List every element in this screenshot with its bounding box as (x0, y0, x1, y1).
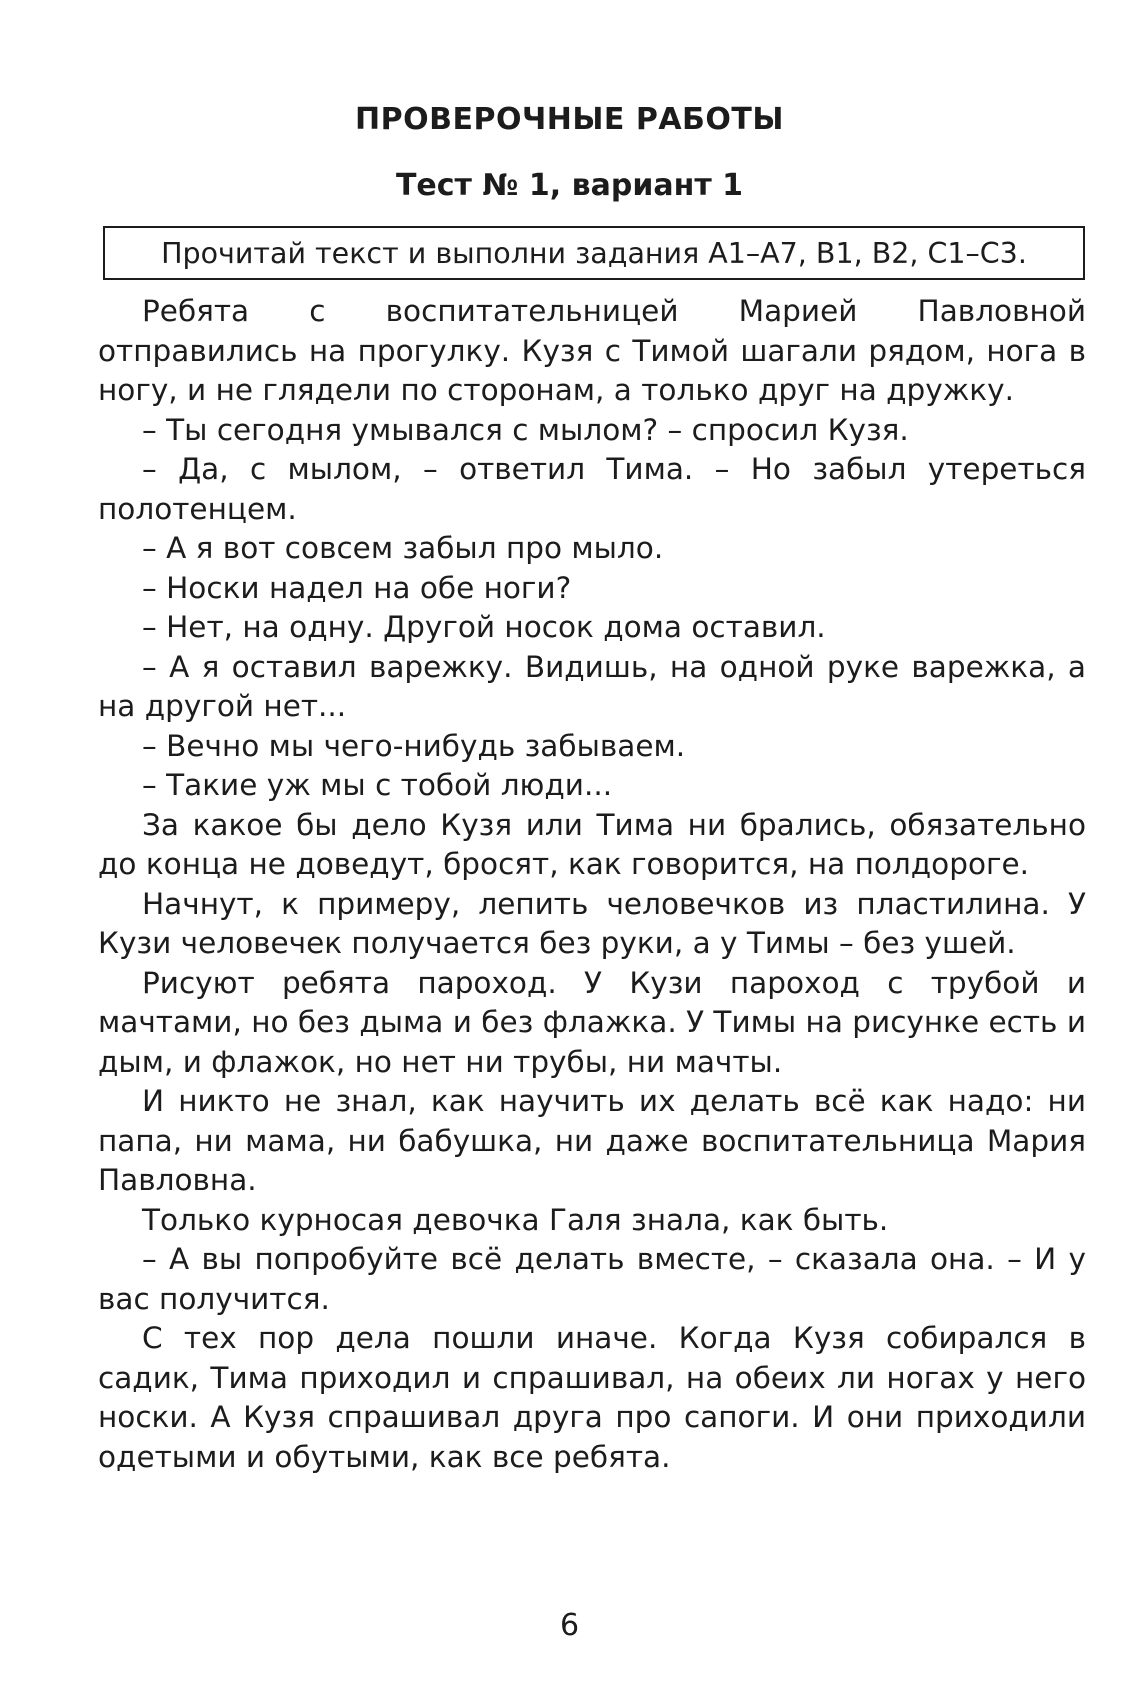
story-paragraph: Ребята с воспитательницей Марией Павловной отправились на прогулку. Кузя с Тимой шагали рядом, нога в ногу, и не глядели по сторонам, а только друг на дружку. (98, 294, 1086, 407)
story-paragraph: – Такие уж мы с тобой люди... (142, 768, 613, 802)
story-paragraph: – А вы попробуйте всё делать вместе, – сказала она. – И у вас получится. (98, 1242, 1086, 1316)
story-paragraph: Рисуют ребята пароход. У Кузи пароход с трубой и мачтами, но без дыма и без флажка. У Тимы на рисунке есть и дым, и флажок, но нет ни трубы, ни мачты. (98, 965, 1086, 1079)
instruction-text: Прочитай текст и выполни задания А1–А7, В1, В2, С1–С3. (161, 236, 1027, 270)
story-paragraph: – А я оставил варежку. Видишь, на одной руке варежка, а на другой нет... (98, 649, 1086, 723)
story-paragraph: – Да, с мылом, – ответил Тима. – Но забыл утереться полотенцем. (98, 452, 1086, 526)
story-paragraph: За какое бы дело Кузя или Тима ни брались, обязательно до конца не доведут, бросят, как говорится, на полдороге. (98, 807, 1086, 881)
story-paragraph: – Носки надел на обе ноги? (142, 570, 572, 605)
story-paragraph: И никто не знал, как научить их делать всё как надо: ни папа, ни мама, ни бабушка, ни даже воспитательница Мария Павловна. (98, 1084, 1086, 1197)
story-paragraph: – Вечно мы чего-нибудь забываем. (142, 728, 686, 763)
story-paragraph: С тех пор дела пошли иначе. Когда Кузя собирался в садик, Тима приходил и спрашивал, на обеих ли ногах у него носки. А Кузя спрашивал друга про сапоги. И они приходили одетыми и обутыми, как все ребята. (98, 1321, 1086, 1474)
story-paragraph: – А я вот совсем забыл про мыло. (142, 531, 664, 565)
story-paragraph: Только курносая девочка Галя знала, как быть. (142, 1202, 889, 1237)
story-paragraph: Начнут, к примеру, лепить человечков из пластилина. У Кузи человечек получается без руки, а у Тимы – без ушей. (98, 886, 1086, 960)
test-title: Тест № 1, вариант 1 (395, 168, 744, 203)
instruction-box (103, 226, 1085, 280)
story-text (98, 292, 1086, 1477)
page-number: 6 (559, 1608, 580, 1643)
section-title: ПРОВЕРОЧНЫЕ РАБОТЫ (355, 102, 784, 137)
story-paragraph: – Нет, на одну. Другой носок дома оставил. (142, 610, 826, 644)
story-paragraph: – Ты сегодня умывался с мылом? – спросил Кузя. (142, 412, 909, 447)
